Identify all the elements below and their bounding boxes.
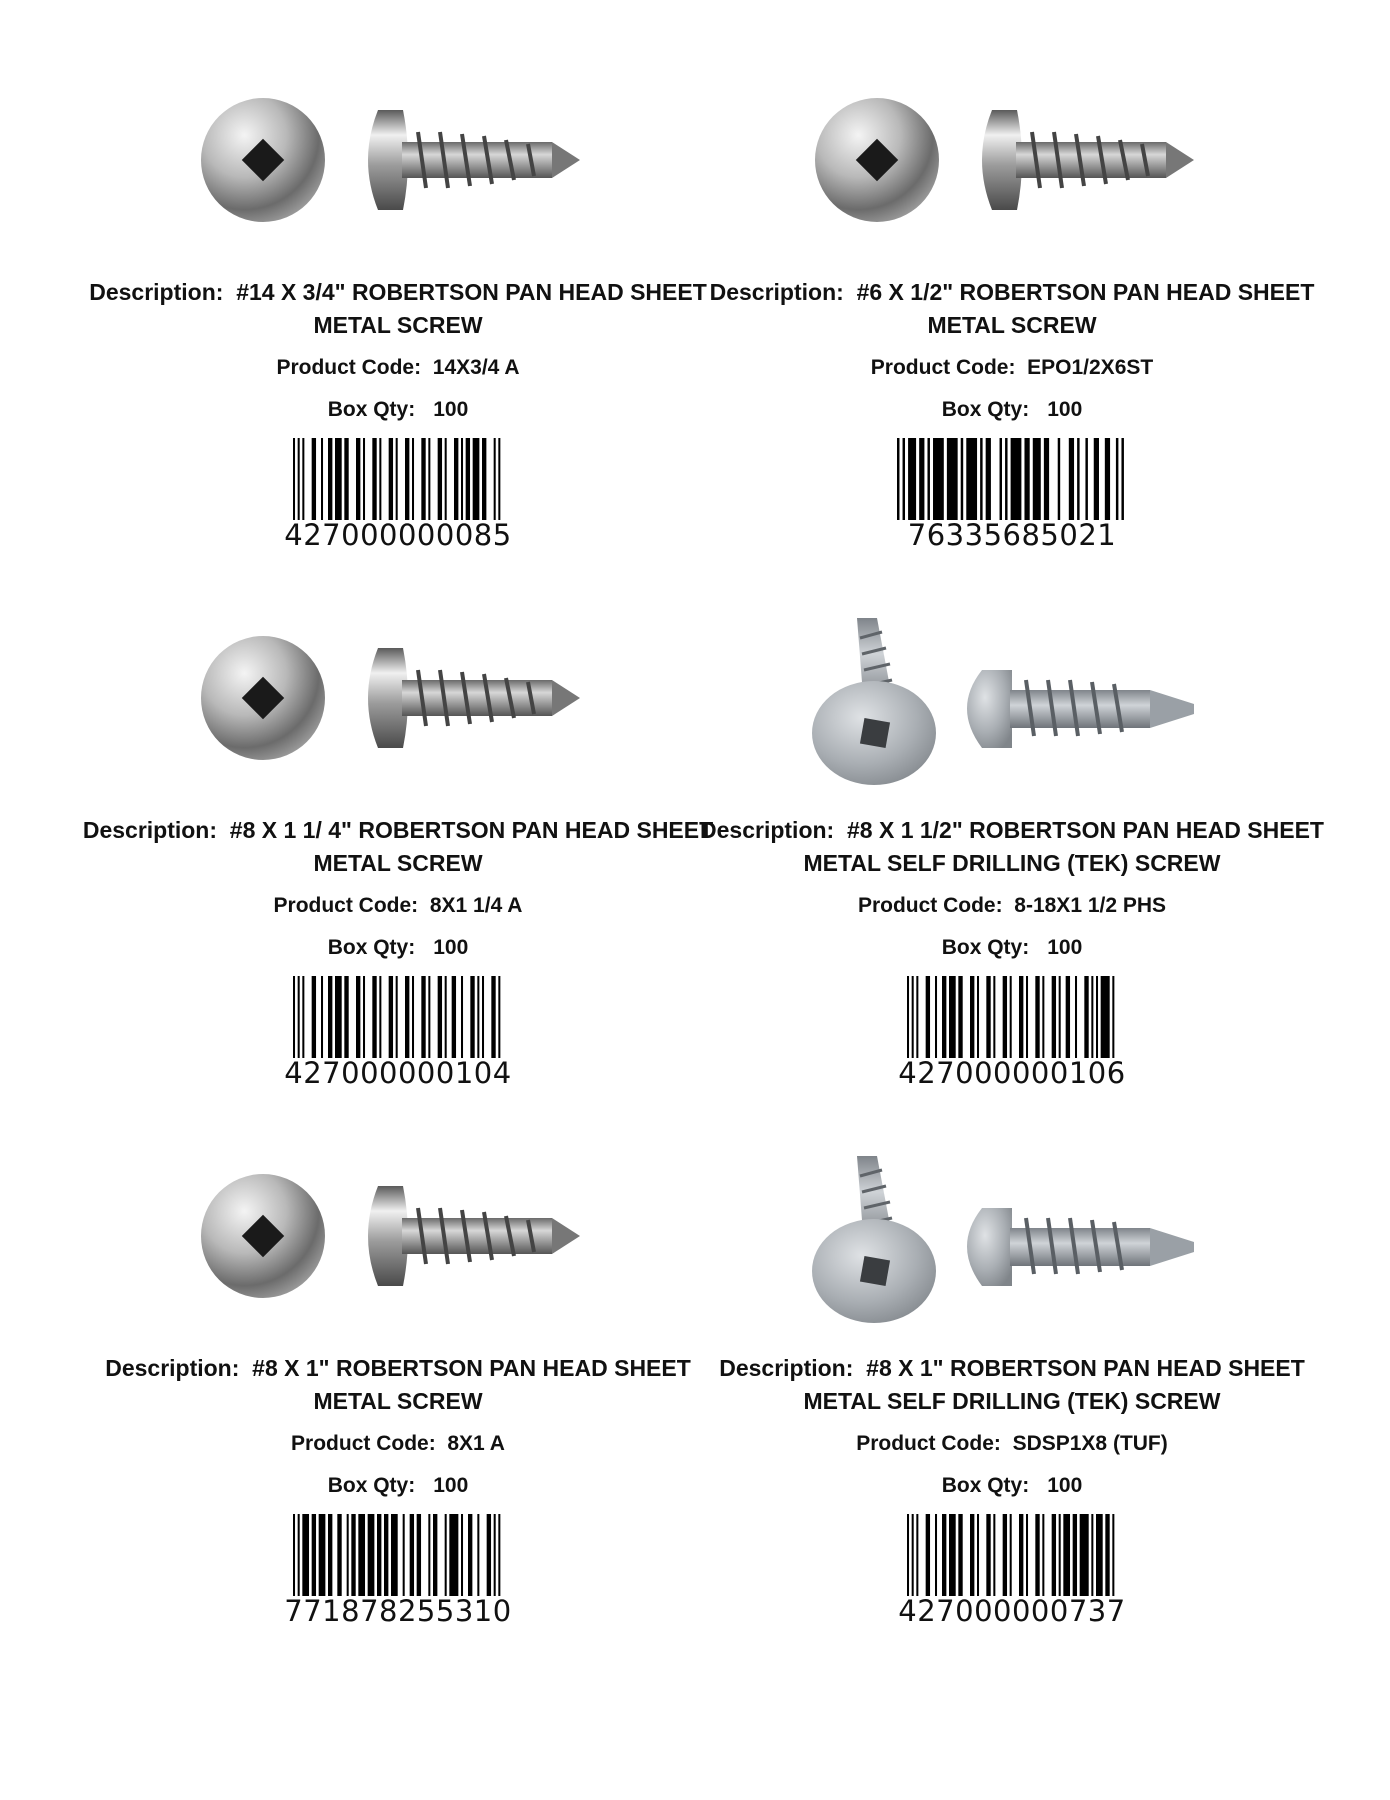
barcode-number: 427000000737 bbox=[898, 1594, 1126, 1628]
barcode-bar bbox=[449, 1514, 458, 1596]
product-code-label: Product Code: bbox=[273, 894, 419, 917]
product-photo bbox=[188, 70, 608, 250]
barcode-bar bbox=[980, 438, 982, 520]
barcode-bar bbox=[1026, 976, 1028, 1058]
description-value: #8 X 1" ROBERTSON PAN HEAD SHEET METAL SELF DRILLING (TEK) SCREW bbox=[803, 1355, 1305, 1414]
barcode-bar bbox=[372, 976, 376, 1058]
barcode-bar bbox=[1105, 438, 1110, 520]
barcode-number: 427000000104 bbox=[284, 1056, 512, 1090]
description-value: #14 X 3/4" ROBERTSON PAN HEAD SHEET METAL SCREW bbox=[236, 279, 707, 338]
barcode-bar bbox=[312, 438, 316, 520]
product-code-label: Product Code: bbox=[291, 1432, 436, 1455]
barcode-bar bbox=[986, 976, 990, 1058]
barcode-bar bbox=[1080, 1514, 1089, 1596]
barcode-bar bbox=[389, 438, 393, 520]
product-code-value: SDSP1X8 (TUF) bbox=[1012, 1432, 1168, 1455]
barcode-bar bbox=[335, 976, 342, 1058]
barcode-bar bbox=[452, 976, 456, 1058]
barcode-bar bbox=[302, 1514, 309, 1596]
barcode-bar bbox=[933, 438, 944, 520]
barcode-bar bbox=[321, 976, 323, 1058]
product-card bbox=[692, 608, 1332, 1090]
barcode-bar bbox=[470, 976, 474, 1058]
barcode-bar bbox=[1003, 976, 1007, 1058]
box-qty-label: Box Qty: bbox=[941, 1474, 1030, 1497]
barcode-bar bbox=[1121, 438, 1123, 520]
barcode-bar bbox=[438, 438, 442, 520]
barcode-bar bbox=[363, 438, 365, 520]
barcode-bar bbox=[1059, 976, 1061, 1058]
barcode-bar bbox=[433, 1514, 437, 1596]
barcode-bar bbox=[372, 438, 376, 520]
barcode-number: 771878255310 bbox=[284, 1594, 512, 1628]
barcode-bar bbox=[1091, 976, 1093, 1058]
barcode-bar bbox=[344, 976, 348, 1058]
barcode-bar bbox=[935, 976, 937, 1058]
barcode bbox=[293, 1514, 503, 1596]
product-description bbox=[692, 814, 1332, 880]
barcode-bar bbox=[363, 976, 365, 1058]
barcode-bar bbox=[1024, 438, 1029, 520]
barcode-bar bbox=[942, 976, 946, 1058]
barcode-bar bbox=[907, 1514, 909, 1596]
barcode-bar bbox=[347, 1514, 349, 1596]
barcode-bar bbox=[1052, 1514, 1056, 1596]
barcode-bar bbox=[477, 1514, 479, 1596]
description-value: #8 X 1 1/ 4" ROBERTSON PAN HEAD SHEET METAL SCREW bbox=[229, 817, 714, 876]
product-code bbox=[692, 356, 1332, 380]
description-label: Description: bbox=[709, 279, 844, 305]
barcode-bar bbox=[466, 438, 470, 520]
barcode-bar bbox=[312, 976, 316, 1058]
stainless-robertson-pan-head-screw-icon bbox=[188, 608, 608, 788]
barcode-bar bbox=[494, 438, 496, 520]
product-card bbox=[692, 1146, 1332, 1628]
barcode-bar bbox=[335, 438, 342, 520]
barcode-bar bbox=[1052, 976, 1056, 1058]
barcode-bar bbox=[412, 438, 414, 520]
barcode-bar bbox=[958, 1514, 962, 1596]
barcode-bar bbox=[926, 1514, 930, 1596]
product-card bbox=[78, 70, 718, 552]
barcode-bar bbox=[379, 976, 381, 1058]
barcode-bar bbox=[298, 1514, 300, 1596]
barcode-bar bbox=[351, 1514, 355, 1596]
barcode-bar bbox=[1058, 438, 1060, 520]
barcode-bar bbox=[1003, 1514, 1007, 1596]
barcode-bar bbox=[438, 976, 442, 1058]
box-qty-value: 100 bbox=[433, 936, 469, 959]
product-description bbox=[78, 276, 718, 342]
product-photo bbox=[802, 1146, 1222, 1326]
product-code-value: 14X3/4 A bbox=[432, 356, 520, 379]
barcode-bar bbox=[494, 1514, 496, 1596]
barcode-number: 427000000106 bbox=[898, 1056, 1126, 1090]
barcode-bar bbox=[468, 1514, 472, 1596]
product-photo bbox=[802, 70, 1222, 250]
barcode-bar bbox=[897, 438, 899, 520]
barcode-bar bbox=[312, 1514, 316, 1596]
product-photo bbox=[188, 608, 608, 788]
barcode-bar bbox=[498, 438, 500, 520]
barcode-bar bbox=[1019, 976, 1023, 1058]
barcode-bar bbox=[445, 1514, 447, 1596]
barcode-bar bbox=[942, 1514, 946, 1596]
product-code bbox=[78, 356, 718, 380]
barcode-number: 427000000085 bbox=[284, 518, 512, 552]
barcode-bar bbox=[377, 1514, 381, 1596]
barcode-bar bbox=[379, 438, 381, 520]
barcode-bar bbox=[1042, 976, 1044, 1058]
barcode-bar bbox=[1084, 976, 1088, 1058]
barcode-bar bbox=[926, 976, 930, 1058]
barcode-bar bbox=[912, 1514, 914, 1596]
box-qty bbox=[692, 1474, 1332, 1498]
barcode-bar bbox=[491, 976, 495, 1058]
barcode-bar bbox=[487, 1514, 491, 1596]
description-value: #8 X 1" ROBERTSON PAN HEAD SHEET METAL SCREW bbox=[252, 1355, 691, 1414]
barcode-bar bbox=[356, 976, 360, 1058]
box-qty-label: Box Qty: bbox=[327, 1474, 416, 1497]
barcode-bar bbox=[498, 1514, 500, 1596]
barcode-bar bbox=[977, 976, 979, 1058]
barcode-bar bbox=[454, 438, 458, 520]
barcode-bar bbox=[966, 438, 977, 520]
barcode bbox=[907, 1514, 1117, 1596]
barcode-bar bbox=[461, 1514, 463, 1596]
barcode-bar bbox=[461, 438, 463, 520]
description-label: Description: bbox=[105, 1355, 240, 1381]
product-code-label: Product Code: bbox=[857, 894, 1003, 917]
barcode-bar bbox=[356, 438, 360, 520]
box-qty-value: 100 bbox=[1047, 1474, 1083, 1497]
description-label: Description: bbox=[82, 817, 218, 843]
barcode-bar bbox=[302, 976, 304, 1058]
barcode-bar bbox=[328, 1514, 332, 1596]
barcode-bar bbox=[935, 1514, 937, 1596]
barcode-bar bbox=[328, 438, 332, 520]
barcode-bar bbox=[421, 976, 425, 1058]
barcode-bar bbox=[1085, 438, 1087, 520]
product-photo bbox=[802, 608, 1222, 788]
product-code-label: Product Code: bbox=[870, 356, 1016, 379]
description-value: #8 X 1 1/2" ROBERTSON PAN HEAD SHEET METAL SELF DRILLING (TEK) SCREW bbox=[803, 817, 1324, 876]
self-drilling-tek-screw-icon bbox=[802, 1146, 1222, 1326]
barcode-bar bbox=[1116, 438, 1118, 520]
box-qty bbox=[692, 398, 1332, 422]
box-qty bbox=[692, 936, 1332, 960]
barcode-bar bbox=[1044, 438, 1049, 520]
box-qty-value: 100 bbox=[1047, 936, 1083, 959]
product-card bbox=[692, 70, 1332, 552]
barcode-bar bbox=[1035, 976, 1039, 1058]
barcode-bar bbox=[970, 976, 974, 1058]
barcode-bar bbox=[1011, 438, 1022, 520]
barcode-bar bbox=[1073, 1514, 1077, 1596]
barcode-bar bbox=[907, 976, 909, 1058]
stainless-robertson-pan-head-screw-icon bbox=[802, 70, 1222, 250]
barcode-bar bbox=[977, 1514, 979, 1596]
description-label: Description: bbox=[719, 1355, 854, 1381]
barcode-bar bbox=[1019, 1514, 1023, 1596]
barcode-bar bbox=[986, 1514, 990, 1596]
barcode-bar bbox=[1000, 438, 1002, 520]
barcode-bar bbox=[970, 1514, 974, 1596]
barcode-bar bbox=[337, 1514, 341, 1596]
box-qty-value: 100 bbox=[433, 398, 469, 421]
barcode-bar bbox=[293, 438, 295, 520]
barcode-bar bbox=[368, 1514, 375, 1596]
barcode-bar bbox=[919, 438, 924, 520]
barcode-bar bbox=[1091, 1514, 1093, 1596]
barcode-bar bbox=[1112, 1514, 1114, 1596]
barcode-bar bbox=[1033, 438, 1041, 520]
barcode-bar bbox=[389, 976, 393, 1058]
box-qty-label: Box Qty: bbox=[327, 398, 416, 421]
self-drilling-tek-screw-icon bbox=[802, 608, 1222, 788]
barcode-bar bbox=[912, 976, 914, 1058]
product-code bbox=[78, 1432, 718, 1456]
stainless-robertson-pan-head-screw-icon bbox=[188, 70, 608, 250]
barcode-bar bbox=[1094, 438, 1099, 520]
barcode-bar bbox=[298, 438, 300, 520]
barcode-bar bbox=[461, 976, 463, 1058]
barcode-bar bbox=[319, 1514, 326, 1596]
barcode-bar bbox=[384, 1514, 388, 1596]
barcode-bar bbox=[396, 976, 398, 1058]
barcode-bar bbox=[993, 1514, 995, 1596]
barcode-bar bbox=[993, 976, 995, 1058]
product-code-label: Product Code: bbox=[276, 356, 422, 379]
barcode-bar bbox=[949, 976, 956, 1058]
barcode-bar bbox=[428, 1514, 430, 1596]
barcode bbox=[907, 976, 1117, 1058]
box-qty-label: Box Qty: bbox=[941, 398, 1030, 421]
barcode-bar bbox=[1112, 976, 1114, 1058]
barcode-bar bbox=[1075, 976, 1077, 1058]
barcode-bar bbox=[916, 976, 918, 1058]
barcode-bar bbox=[498, 976, 500, 1058]
barcode-bar bbox=[321, 438, 323, 520]
barcode-bar bbox=[1010, 976, 1012, 1058]
barcode-bar bbox=[421, 438, 425, 520]
product-description bbox=[78, 1352, 718, 1418]
barcode-bar bbox=[445, 976, 447, 1058]
barcode-bar bbox=[1096, 1514, 1103, 1596]
box-qty-value: 100 bbox=[433, 1474, 469, 1497]
description-label: Description: bbox=[89, 279, 224, 305]
barcode-bar bbox=[958, 976, 962, 1058]
product-code bbox=[692, 894, 1332, 918]
barcode-bar bbox=[396, 438, 398, 520]
product-code-value: 8X1 A bbox=[447, 1432, 505, 1455]
product-description bbox=[78, 814, 718, 880]
barcode-bar bbox=[298, 976, 300, 1058]
barcode-bar bbox=[412, 976, 414, 1058]
box-qty-label: Box Qty: bbox=[327, 936, 416, 959]
barcode-bar bbox=[391, 1514, 398, 1596]
description-value: #6 X 1/2" ROBERTSON PAN HEAD SHEET METAL SCREW bbox=[856, 279, 1315, 338]
barcode-bar bbox=[410, 1514, 414, 1596]
product-code-value: 8-18X1 1/2 PHS bbox=[1014, 894, 1167, 917]
barcode-bar bbox=[358, 1514, 365, 1596]
barcode-bar bbox=[947, 438, 958, 520]
stainless-robertson-pan-head-screw-icon bbox=[188, 1146, 608, 1326]
barcode bbox=[293, 438, 503, 520]
product-code-label: Product Code: bbox=[856, 1432, 1001, 1455]
barcode-bar bbox=[1042, 1514, 1044, 1596]
barcode-bar bbox=[302, 438, 304, 520]
box-qty bbox=[78, 1474, 718, 1498]
barcode-bar bbox=[1101, 976, 1110, 1058]
barcode-bar bbox=[1005, 438, 1007, 520]
barcode-bar bbox=[417, 1514, 421, 1596]
barcode-bar bbox=[1063, 1514, 1070, 1596]
barcode-bar bbox=[473, 438, 480, 520]
barcode-bar bbox=[1105, 1514, 1109, 1596]
barcode-bar bbox=[949, 1514, 956, 1596]
barcode-bar bbox=[927, 438, 929, 520]
barcode-bar bbox=[428, 438, 430, 520]
product-code bbox=[78, 894, 718, 918]
barcode-bar bbox=[903, 438, 905, 520]
barcode-bar bbox=[344, 438, 348, 520]
barcode-bar bbox=[1096, 976, 1098, 1058]
barcode-bar bbox=[477, 976, 479, 1058]
barcode-bar bbox=[961, 438, 963, 520]
barcode-bar bbox=[1035, 1514, 1039, 1596]
description-label: Description: bbox=[700, 817, 835, 843]
barcode-bar bbox=[328, 976, 332, 1058]
barcode-bar bbox=[403, 1514, 405, 1596]
barcode-bar bbox=[405, 976, 409, 1058]
barcode-number: 76335685021 bbox=[907, 518, 1117, 552]
barcode-bar bbox=[1059, 1514, 1061, 1596]
box-qty bbox=[78, 398, 718, 422]
barcode-bar bbox=[1077, 438, 1079, 520]
barcode-bar bbox=[1066, 976, 1070, 1058]
box-qty-value: 100 bbox=[1047, 398, 1083, 421]
barcode bbox=[293, 976, 503, 1058]
barcode-bar bbox=[1026, 1514, 1028, 1596]
barcode-bar bbox=[428, 976, 430, 1058]
product-card bbox=[78, 1146, 718, 1628]
product-description bbox=[692, 276, 1332, 342]
barcode-bar bbox=[1069, 438, 1074, 520]
barcode-bar bbox=[293, 976, 295, 1058]
barcode-bar bbox=[908, 438, 916, 520]
barcode-bar bbox=[916, 1514, 918, 1596]
barcode-bar bbox=[482, 438, 486, 520]
barcode bbox=[897, 438, 1127, 520]
barcode-bar bbox=[986, 438, 991, 520]
product-card bbox=[78, 608, 718, 1090]
box-qty bbox=[78, 936, 718, 960]
box-qty-label: Box Qty: bbox=[941, 936, 1030, 959]
product-description bbox=[692, 1352, 1332, 1418]
barcode-bar bbox=[405, 438, 409, 520]
barcode-bar bbox=[293, 1514, 295, 1596]
barcode-bar bbox=[482, 976, 484, 1058]
product-code bbox=[692, 1432, 1332, 1456]
product-photo bbox=[188, 1146, 608, 1326]
product-code-value: 8X1 1/4 A bbox=[429, 894, 523, 917]
barcode-bar bbox=[445, 438, 447, 520]
product-code-value: EPO1/2X6ST bbox=[1027, 356, 1154, 379]
barcode-bar bbox=[1010, 1514, 1012, 1596]
